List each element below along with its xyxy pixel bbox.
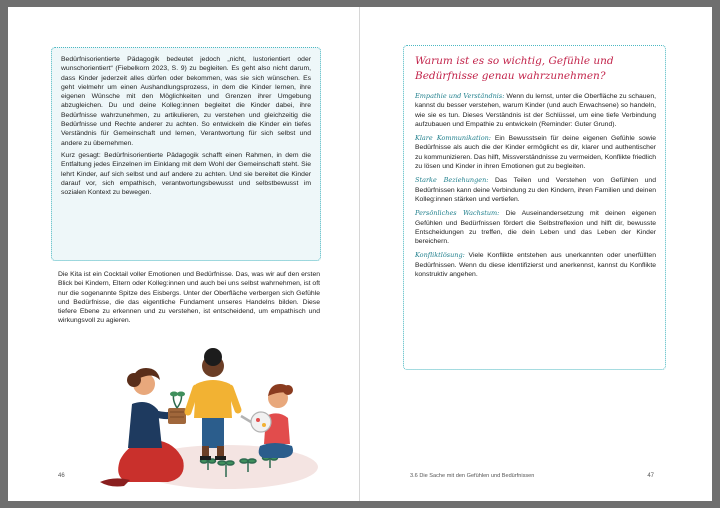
info-box-paragraph: Bedürfnisorientierte Pädagogik bedeutet jedoch „nicht, lustorientiert oder wunschorientiert“ (Fiebelkorn 2023, S. 9) zu begleiten. Es geht also nicht darum, dass Kinder jederzeit alles dürfen oder bekommen, was sie sich wünschen. Es geht vielmehr um einen Aushandlungsprozess, in dem die Kinder lernen, ihre eigenen Wünsche mit den Möglichkeiten und Grenzen ihrer Umgebung abzugleichen. Du und deine Kolleg:innen begleitet die Kinder dabei, ihre Bedürfnisse wahrzunehmen, zu artikulieren, zu verstehen und gleichzeitig die Bedürfnisse und Rechte anderer zu achten. So entwickeln die Kinder ein tiefes Verständnis für Gemeinschaft und lernen, Verantwortung für sich selbst und andere zu übernehmen. xyxy=(61,56,311,147)
item-term: Starke Beziehungen: xyxy=(415,176,489,185)
running-footer: 3.6 Die Sache mit den Gefühlen und Bedürfnissen xyxy=(410,473,535,479)
left-page xyxy=(8,7,360,501)
info-box-paragraph: Kurz gesagt: Bedürfnisorientierte Pädagogik schafft einen Rahmen, in dem die Entfaltung jedes Einzelnen im Einklang mit dem Wohl der Gemeinschaft steht. Sie lehrt Kinder, auf sich selbst und auf andere zu achten. Und sie bereitet die Kinder darauf vor, sich empathisch, verantwortungsbewusst und selbstbewusst im sozialen Kontext zu bewegen. xyxy=(61,151,311,197)
item-term: Klare Kommunikation: xyxy=(415,134,491,143)
list-item xyxy=(413,251,656,279)
item-text: Die Auseinandersetzung mit deinen eigenen Gefühlen und Bedürfnissen fördert die Selbstreflexion und hilft dir, bewusste Entscheidungen zu treffen, die dein Leben und das Leben der Kinder bereichern. xyxy=(415,210,656,246)
list-item xyxy=(413,134,656,171)
item-text: Wenn du lernst, unter die Oberfläche zu schauen, kannst du besser verstehen, warum Kinder (und auch Erwachsene) so handeln, wie sie es tun. Dieses Verständnis ist der Schlüssel, um eine tiefe Verbindung aufzubauen und Empathie zu entwickeln (Reminder: Guter Grund). xyxy=(415,93,656,128)
gardening-illustration xyxy=(98,342,323,492)
list-item xyxy=(413,209,656,246)
item-text: Das Teilen und Verstehen von Gefühlen und Bedürfnissen kann deine Verbindung zu den Kindern, ihren Familien und deinen Kolleg:innen stärken und vertiefen. xyxy=(415,177,656,203)
item-term: Empathie und Verständnis: xyxy=(415,92,505,100)
highlight-box xyxy=(403,45,666,370)
page-number: 46 xyxy=(58,473,65,479)
item-text: Ein Bewusstsein für deine eigenen Gefühle sowie Bedürfnisse als auch die der Kinder ermöglicht es dir, klarer und authentischer zu kommunizieren. Das hilft, Missverständnisse zu vermeiden, Konflikte friedlich zu lösen und Kinder in ihren Emotionen gut zu begleiten. xyxy=(415,135,657,171)
info-box xyxy=(51,47,321,261)
page-number: 47 xyxy=(647,473,654,479)
right-page xyxy=(360,7,712,501)
item-text: Viele Konflikte entstehen aus unerkannten oder unerfüllten Bedürfnissen. Wenn du diese identifizierst und anerkennst, kannst du Konflikte konstruktiv angehen. xyxy=(415,252,656,279)
item-term: Konfliktlösung: xyxy=(415,251,465,260)
list-item xyxy=(413,176,656,204)
book-spread xyxy=(8,7,712,501)
list-item xyxy=(413,92,656,129)
box-title: Warum ist es so wichtig, Gefühle und Bedürfnisse genau wahrzunehmen? xyxy=(415,55,614,82)
item-term: Persönliches Wachstum: xyxy=(415,209,500,218)
body-paragraph: Die Kita ist ein Cocktail voller Emotionen und Bedürfnisse. Das, was wir auf den ersten Blick bei Kindern, Eltern oder Kolleg:innen und auch bei uns selbst wahrnehmen, ist oft nur die sogenannte Spitze des Eisbergs. Unter der Oberfläche verbergen sich Gefühle und Bedürfnisse, die das eigentliche Fundament unseres Handelns bilden. Diese tiefere Ebene zu erkennen und zu verstehen, ist entscheidend, um empathisch und wirkungsvoll zu agieren. xyxy=(58,271,320,325)
